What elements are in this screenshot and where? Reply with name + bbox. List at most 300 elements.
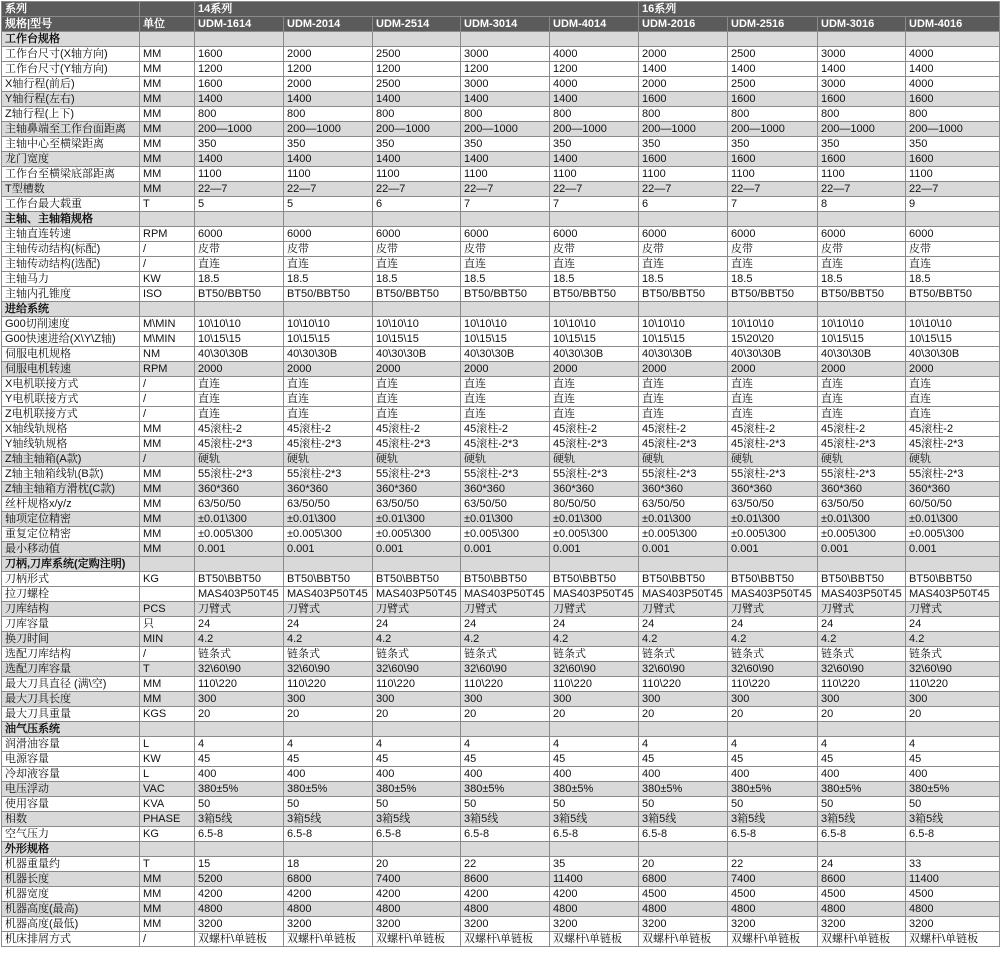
spec-value-cell: 硬轨 (906, 452, 1000, 467)
spec-row (2, 482, 1000, 497)
spec-value-cell: 8600 (461, 872, 550, 887)
spec-row (2, 137, 1000, 152)
spec-value-cell: 双螺杆\单链板 (639, 932, 728, 947)
spec-value-cell: 1600 (639, 92, 728, 107)
spec-value-cell: 20 (550, 707, 639, 722)
spec-value-cell: 10\10\10 (728, 317, 818, 332)
unit-label: 单位 (140, 17, 195, 32)
spec-value-cell: 20 (906, 707, 1000, 722)
spec-value-cell: 45滚柱-2 (373, 422, 461, 437)
section-filler-cell (284, 842, 373, 857)
spec-value-cell: 1400 (284, 92, 373, 107)
spec-row (2, 542, 1000, 557)
spec-value-cell: 110\220 (818, 677, 906, 692)
spec-value-cell: 380±5% (284, 782, 373, 797)
spec-value-cell: 5200 (195, 872, 284, 887)
section-header-row (2, 302, 1000, 317)
spec-value-cell: 45 (818, 752, 906, 767)
spec-name-cell: 龙门宽度 (2, 152, 140, 167)
spec-value-cell: 110\220 (373, 677, 461, 692)
spec-value-cell: 32\60\90 (818, 662, 906, 677)
spec-value-cell: 链条式 (195, 647, 284, 662)
spec-value-cell: 皮带 (550, 242, 639, 257)
spec-value-cell: 4 (461, 737, 550, 752)
section-filler-cell (818, 212, 906, 227)
spec-value-cell: 18.5 (195, 272, 284, 287)
series-unit-blank (140, 2, 195, 17)
spec-value-cell: 45滚柱-2 (639, 422, 728, 437)
spec-value-cell: 63/50/50 (195, 497, 284, 512)
section-filler-cell (140, 722, 195, 737)
spec-value-cell: 6800 (284, 872, 373, 887)
series-header-row (2, 2, 1000, 17)
spec-value-cell: 6.5-8 (195, 827, 284, 842)
spec-value-cell: 40\30\30B (639, 347, 728, 362)
spec-value-cell: 0.001 (728, 542, 818, 557)
spec-value-cell: 链条式 (373, 647, 461, 662)
spec-row (2, 362, 1000, 377)
spec-value-cell: 350 (639, 137, 728, 152)
spec-value-cell: 0.001 (818, 542, 906, 557)
spec-value-cell: 2000 (373, 362, 461, 377)
spec-value-cell: 8600 (818, 872, 906, 887)
section-filler-cell (639, 842, 728, 857)
section-filler-cell (373, 302, 461, 317)
spec-name-cell: Y电机联接方式 (2, 392, 140, 407)
spec-value-cell: 3200 (906, 917, 1000, 932)
spec-row (2, 332, 1000, 347)
spec-value-cell: 45滚柱-2*3 (818, 437, 906, 452)
spec-value-cell: 3箱5线 (818, 812, 906, 827)
spec-value-cell: 双螺杆\单链板 (728, 932, 818, 947)
spec-value-cell: 800 (906, 107, 1000, 122)
spec-name-cell: 最大刀具重量 (2, 707, 140, 722)
spec-value-cell: 10\10\10 (195, 317, 284, 332)
spec-value-cell: 1600 (639, 152, 728, 167)
spec-name-cell: X轴行程(前后) (2, 77, 140, 92)
spec-value-cell: 直连 (195, 392, 284, 407)
spec-value-cell: 10\15\15 (639, 332, 728, 347)
spec-name-cell: 刀库容量 (2, 617, 140, 632)
spec-unit-cell: MM (140, 482, 195, 497)
spec-value-cell: 80/50/50 (550, 497, 639, 512)
spec-value-cell: 45 (284, 752, 373, 767)
spec-row (2, 347, 1000, 362)
spec-name-cell: 工作台最大载重 (2, 197, 140, 212)
spec-name-cell: 换刀时间 (2, 632, 140, 647)
spec-value-cell: 4.2 (373, 632, 461, 647)
section-filler-cell (461, 722, 550, 737)
spec-row (2, 77, 1000, 92)
model-label: 规格|型号 (2, 17, 140, 32)
spec-value-cell: BT50\BBT50 (639, 572, 728, 587)
spec-value-cell: 3200 (728, 917, 818, 932)
spec-value-cell: 直连 (461, 377, 550, 392)
spec-value-cell: 4800 (284, 902, 373, 917)
section-filler-cell (906, 722, 1000, 737)
spec-value-cell: 1600 (906, 152, 1000, 167)
spec-name-cell: 主轴传动结构(标配) (2, 242, 140, 257)
spec-name-cell: 最大刀具直径 (满\空) (2, 677, 140, 692)
section-filler-cell (195, 722, 284, 737)
spec-value-cell: 63/50/50 (284, 497, 373, 512)
spec-value-cell: BT50\BBT50 (461, 572, 550, 587)
section-filler-cell (728, 842, 818, 857)
spec-value-cell: 双螺杆\单链板 (373, 932, 461, 947)
spec-value-cell: 6 (373, 197, 461, 212)
section-filler-cell (461, 557, 550, 572)
spec-value-cell: 直连 (728, 257, 818, 272)
section-filler-cell (550, 212, 639, 227)
spec-value-cell: 63/50/50 (728, 497, 818, 512)
section-title: 刀柄,刀库系统(定购注明) (2, 557, 140, 572)
spec-unit-cell: MM (140, 62, 195, 77)
spec-value-cell: 链条式 (818, 647, 906, 662)
spec-value-cell: 3200 (550, 917, 639, 932)
spec-value-cell: 0.001 (373, 542, 461, 557)
spec-value-cell: 63/50/50 (461, 497, 550, 512)
section-header-row (2, 842, 1000, 857)
spec-unit-cell: RPM (140, 362, 195, 377)
spec-value-cell: 硬轨 (639, 452, 728, 467)
spec-value-cell: 20 (284, 707, 373, 722)
spec-value-cell: 24 (906, 617, 1000, 632)
spec-value-cell: 45 (461, 752, 550, 767)
spec-unit-cell: MM (140, 512, 195, 527)
spec-value-cell: 32\60\90 (373, 662, 461, 677)
spec-value-cell: 直连 (195, 407, 284, 422)
spec-value-cell: 6000 (373, 227, 461, 242)
spec-value-cell: 800 (550, 107, 639, 122)
spec-value-cell: 4800 (906, 902, 1000, 917)
spec-value-cell: MAS403P50T45 (195, 587, 284, 602)
spec-unit-cell: / (140, 452, 195, 467)
spec-name-cell: Z轴主轴箱线轨(B款) (2, 467, 140, 482)
spec-unit-cell: MM (140, 182, 195, 197)
spec-value-cell: 8 (818, 197, 906, 212)
spec-value-cell: 20 (728, 707, 818, 722)
spec-value-cell: 硬轨 (284, 452, 373, 467)
spec-name-cell: Y轴线轨规格 (2, 437, 140, 452)
spec-value-cell: 皮带 (906, 242, 1000, 257)
spec-value-cell: 0.001 (550, 542, 639, 557)
spec-value-cell: 直连 (284, 257, 373, 272)
spec-value-cell: 45滚柱-2 (818, 422, 906, 437)
spec-unit-cell: MM (140, 122, 195, 137)
section-filler-cell (639, 557, 728, 572)
spec-value-cell: 7 (461, 197, 550, 212)
spec-unit-cell: NM (140, 347, 195, 362)
spec-value-cell: 22—7 (195, 182, 284, 197)
spec-value-cell: 800 (461, 107, 550, 122)
spec-value-cell: 7 (728, 197, 818, 212)
section-filler-cell (906, 302, 1000, 317)
section-filler-cell (461, 842, 550, 857)
section-filler-cell (639, 302, 728, 317)
spec-value-cell: 55滚柱-2*3 (195, 467, 284, 482)
spec-unit-cell: MM (140, 887, 195, 902)
spec-value-cell: 800 (728, 107, 818, 122)
series-label: 系列 (2, 2, 140, 17)
spec-value-cell: 360*360 (284, 482, 373, 497)
spec-unit-cell: MIN (140, 632, 195, 647)
spec-value-cell: 360*360 (639, 482, 728, 497)
spec-row (2, 632, 1000, 647)
spec-name-cell: 伺服电机转速 (2, 362, 140, 377)
spec-value-cell: 直连 (550, 257, 639, 272)
spec-value-cell: 50 (284, 797, 373, 812)
spec-value-cell: 1400 (195, 152, 284, 167)
spec-value-cell: 3箱5线 (284, 812, 373, 827)
spec-row (2, 602, 1000, 617)
spec-value-cell: 24 (818, 857, 906, 872)
spec-value-cell: 4 (550, 737, 639, 752)
spec-value-cell: 刀臂式 (728, 602, 818, 617)
spec-value-cell: 110\220 (461, 677, 550, 692)
spec-unit-cell: / (140, 377, 195, 392)
spec-value-cell: 2000 (906, 362, 1000, 377)
spec-value-cell: 1400 (728, 62, 818, 77)
section-filler-cell (818, 557, 906, 572)
model-header-cell: UDM-2516 (728, 17, 818, 32)
spec-value-cell: 10\15\15 (461, 332, 550, 347)
spec-value-cell: 45滚柱-2*3 (639, 437, 728, 452)
spec-name-cell: 相数 (2, 812, 140, 827)
spec-row (2, 197, 1000, 212)
spec-value-cell: 50 (373, 797, 461, 812)
spec-value-cell: 刀臂式 (906, 602, 1000, 617)
spec-value-cell: ±0.01\300 (461, 512, 550, 527)
spec-value-cell: 双螺杆\单链板 (195, 932, 284, 947)
spec-value-cell: 双螺杆\单链板 (461, 932, 550, 947)
spec-name-cell: 丝杆规格x/y/z (2, 497, 140, 512)
spec-name-cell: 刀库结构 (2, 602, 140, 617)
spec-value-cell: ±0.005\300 (550, 527, 639, 542)
model-header-cell: UDM-2514 (373, 17, 461, 32)
spec-row (2, 317, 1000, 332)
spec-value-cell: 45滚柱-2 (550, 422, 639, 437)
spec-value-cell: 45 (195, 752, 284, 767)
spec-value-cell: 1100 (818, 167, 906, 182)
spec-value-cell: 直连 (728, 392, 818, 407)
spec-value-cell: 链条式 (284, 647, 373, 662)
spec-row (2, 527, 1000, 542)
spec-value-cell: 6000 (818, 227, 906, 242)
spec-value-cell: 3200 (195, 917, 284, 932)
spec-name-cell: G00快速进给(X\Y\Z轴) (2, 332, 140, 347)
spec-value-cell: 33 (906, 857, 1000, 872)
spec-row (2, 662, 1000, 677)
model-header-cell: UDM-2014 (284, 17, 373, 32)
spec-value-cell: 6.5-8 (461, 827, 550, 842)
spec-value-cell: 300 (195, 692, 284, 707)
spec-unit-cell: MM (140, 917, 195, 932)
spec-value-cell: 200—1000 (373, 122, 461, 137)
spec-value-cell: 链条式 (639, 647, 728, 662)
spec-value-cell: 22—7 (818, 182, 906, 197)
spec-value-cell: 直连 (550, 407, 639, 422)
spec-value-cell: 24 (461, 617, 550, 632)
spec-value-cell: 110\220 (906, 677, 1000, 692)
spec-value-cell: 1200 (373, 62, 461, 77)
section-filler-cell (550, 302, 639, 317)
spec-value-cell: 1100 (461, 167, 550, 182)
spec-value-cell: 20 (461, 707, 550, 722)
spec-value-cell: 10\15\15 (818, 332, 906, 347)
spec-table (1, 1, 1000, 947)
spec-value-cell: 1100 (195, 167, 284, 182)
spec-value-cell: 18.5 (906, 272, 1000, 287)
spec-unit-cell: MM (140, 137, 195, 152)
section-filler-cell (284, 302, 373, 317)
model-header-cell: UDM-3014 (461, 17, 550, 32)
spec-value-cell: ±0.01\300 (728, 512, 818, 527)
section-title: 工作台规格 (2, 32, 140, 47)
spec-value-cell: 350 (195, 137, 284, 152)
spec-value-cell: 4800 (550, 902, 639, 917)
section-filler-cell (728, 722, 818, 737)
spec-value-cell: MAS403P50T45 (906, 587, 1000, 602)
spec-value-cell: 6000 (639, 227, 728, 242)
spec-value-cell: 24 (639, 617, 728, 632)
model-header-cell: UDM-4016 (906, 17, 1000, 32)
spec-value-cell: 4200 (284, 887, 373, 902)
spec-value-cell: 4 (728, 737, 818, 752)
spec-value-cell: 4.2 (195, 632, 284, 647)
spec-value-cell: 360*360 (818, 482, 906, 497)
spec-unit-cell: L (140, 767, 195, 782)
section-filler-cell (284, 32, 373, 47)
spec-row (2, 422, 1000, 437)
spec-value-cell: 55滚柱-2*3 (550, 467, 639, 482)
spec-row (2, 692, 1000, 707)
spec-value-cell: 350 (461, 137, 550, 152)
spec-value-cell: 直连 (906, 392, 1000, 407)
section-filler-cell (906, 212, 1000, 227)
spec-value-cell: 2000 (550, 362, 639, 377)
spec-name-cell: 选配刀库结构 (2, 647, 140, 662)
spec-value-cell: 4500 (728, 887, 818, 902)
spec-unit-cell: MM (140, 47, 195, 62)
spec-name-cell: 选配刀库容量 (2, 662, 140, 677)
spec-value-cell: 7400 (728, 872, 818, 887)
spec-name-cell: 最大刀具长度 (2, 692, 140, 707)
section-header-row (2, 212, 1000, 227)
spec-value-cell: 3200 (461, 917, 550, 932)
spec-value-cell: 直连 (373, 257, 461, 272)
spec-value-cell: 200—1000 (284, 122, 373, 137)
spec-value-cell: 硬轨 (728, 452, 818, 467)
spec-value-cell: 400 (284, 767, 373, 782)
spec-value-cell: 直连 (818, 392, 906, 407)
spec-value-cell: 6000 (906, 227, 1000, 242)
spec-row (2, 407, 1000, 422)
spec-value-cell: 硬轨 (461, 452, 550, 467)
model-header-row (2, 17, 1000, 32)
spec-value-cell: 10\10\10 (461, 317, 550, 332)
spec-value-cell: 45滚柱-2 (195, 422, 284, 437)
spec-value-cell: 360*360 (550, 482, 639, 497)
spec-value-cell: 380±5% (639, 782, 728, 797)
spec-name-cell: 机器高度(最低) (2, 917, 140, 932)
section-filler-cell (461, 302, 550, 317)
section-filler-cell (639, 212, 728, 227)
spec-value-cell: 链条式 (461, 647, 550, 662)
spec-row (2, 167, 1000, 182)
spec-unit-cell: / (140, 257, 195, 272)
spec-value-cell: 15 (195, 857, 284, 872)
spec-row (2, 872, 1000, 887)
spec-row (2, 782, 1000, 797)
spec-value-cell: 55滚柱-2*3 (639, 467, 728, 482)
spec-value-cell: 22—7 (906, 182, 1000, 197)
spec-value-cell: BT50\BBT50 (195, 572, 284, 587)
spec-value-cell: BT50/BBT50 (550, 287, 639, 302)
spec-value-cell: 4 (195, 737, 284, 752)
spec-value-cell: 24 (373, 617, 461, 632)
section-header-row (2, 557, 1000, 572)
spec-name-cell: 主轴中心至横梁距离 (2, 137, 140, 152)
spec-value-cell: 300 (906, 692, 1000, 707)
spec-name-cell: 机器长度 (2, 872, 140, 887)
spec-value-cell: 110\220 (550, 677, 639, 692)
spec-value-cell: 40\30\30B (728, 347, 818, 362)
spec-unit-cell: L (140, 737, 195, 752)
spec-value-cell: 63/50/50 (639, 497, 728, 512)
spec-name-cell: X轴线轨规格 (2, 422, 140, 437)
spec-row (2, 857, 1000, 872)
model-header-cell: UDM-2016 (639, 17, 728, 32)
spec-value-cell: 400 (906, 767, 1000, 782)
spec-name-cell: 机器重量约 (2, 857, 140, 872)
spec-value-cell: 55滚柱-2*3 (818, 467, 906, 482)
spec-value-cell: 24 (195, 617, 284, 632)
section-filler-cell (728, 32, 818, 47)
spec-value-cell: 直连 (818, 377, 906, 392)
spec-unit-cell: MM (140, 542, 195, 557)
spec-value-cell: 0.001 (284, 542, 373, 557)
spec-value-cell: 1100 (728, 167, 818, 182)
section-header-row (2, 722, 1000, 737)
spec-value-cell: 400 (818, 767, 906, 782)
spec-unit-cell: MM (140, 692, 195, 707)
section-filler-cell (373, 212, 461, 227)
spec-value-cell: 皮带 (461, 242, 550, 257)
section-filler-cell (639, 722, 728, 737)
spec-value-cell: 20 (639, 857, 728, 872)
spec-row (2, 107, 1000, 122)
spec-value-cell: 4800 (373, 902, 461, 917)
spec-value-cell: 皮带 (373, 242, 461, 257)
spec-value-cell: MAS403P50T45 (818, 587, 906, 602)
spec-value-cell: 刀臂式 (195, 602, 284, 617)
spec-value-cell: 22—7 (461, 182, 550, 197)
spec-unit-cell: MM (140, 92, 195, 107)
spec-value-cell: 18.5 (728, 272, 818, 287)
spec-value-cell: 45 (550, 752, 639, 767)
spec-value-cell: 直连 (550, 377, 639, 392)
spec-value-cell: 直连 (284, 407, 373, 422)
spec-value-cell: 2000 (461, 362, 550, 377)
spec-name-cell: 主轴直连转速 (2, 227, 140, 242)
section-filler-cell (373, 722, 461, 737)
spec-value-cell: 直连 (284, 392, 373, 407)
spec-unit-cell: / (140, 392, 195, 407)
spec-value-cell: 300 (728, 692, 818, 707)
spec-value-cell: 50 (195, 797, 284, 812)
spec-name-cell: 空气压力 (2, 827, 140, 842)
spec-name-cell: 主轴内孔锥度 (2, 287, 140, 302)
